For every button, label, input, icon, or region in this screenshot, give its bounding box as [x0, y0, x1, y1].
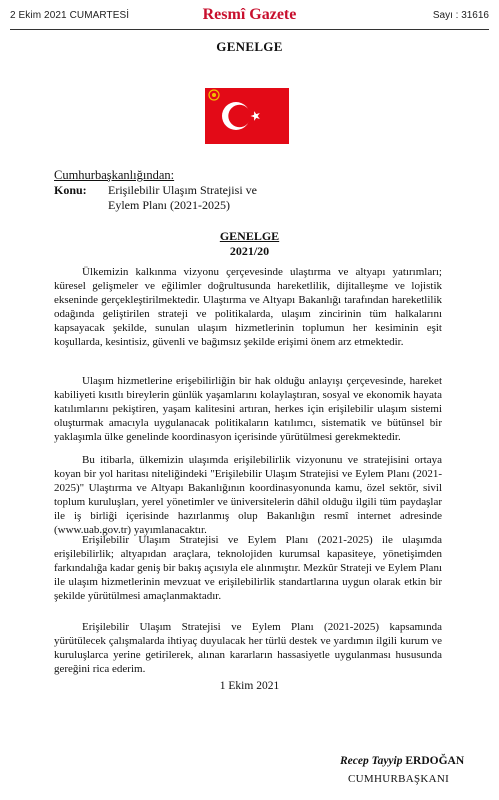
issue-date: 2 Ekim 2021 CUMARTESİ: [10, 10, 130, 21]
signatory-surname: ERDOĞAN: [405, 755, 465, 767]
gazette-header: [10, 6, 489, 28]
issue-number: Sayı : 31616: [432, 10, 489, 21]
body-paragraph-1: Ülkemizin kalkınma vizyonu çerçevesinde ulaştırma ve altyapı yatırımları; küresel gelişmeler ve eğilimler doğrultusunda hareketlilik, dijitalleşme ve lojistik ekseninde gerçekleştirilmektedir. Ulaştırma ve Altyapı Bakanlığı tarafından hareketlilik odağında geliştirilen strateji ve politikalarda, ulaşım zincirinin tüm halkalarını kapsayacak şekilde, sunulan ulaşım hizmetlerinin toplumun her kesiminin eşit koşullarda, kesintisiz, güvenli ve bağımsız şekilde erişimi önem arz etmektedir.: [54, 266, 442, 348]
signatory-name: [340, 755, 464, 767]
body-paragraph-4: Erişilebilir Ulaşım Stratejisi ve Eylem Planı (2021-2025) ile ulaşımda erişilebilirlik; altyapıdan araçlara, teknolojiden kurumsal kapasiteye, yönetişimden farkındalığa kadar geniş bir bakış açısıyla ele alınmıştır. Mezkûr Strateji ve Eylem Planı ile ulaşım hizmetlerinin mevzuat ve erişilebilirlik standartlarına uygun olarak etkin bir şekilde yürütülmesi amaçlanmaktadır.: [54, 534, 442, 602]
body-paragraph-2: Ulaşım hizmetlerine erişebilirliğin bir hak olduğu anlayışı çerçevesinde, hareket kabiliyeti kısıtlı bireylerin günlük yaşamlarını kolaylaştıran, sosyal ve ekonomik hayata katılımlarını pekiştiren, yaşam kalitesini artıran, herkes için erişilebilir ulaşım sistemi oluşturmak amacıyla uygulanacak politikaların katılımcı, sistematik ve bütünsel bir yaklaşımla ülke genelinde koordinasyon içerisinde yürütülmesi gerekmektedir.: [54, 375, 442, 443]
document-date: 1 Ekim 2021: [219, 680, 280, 692]
signatory-title: CUMHURBAŞKANI: [348, 773, 450, 785]
issuing-authority: Cumhurbaşkanlığından:: [54, 168, 175, 182]
presidential-seal-icon: [208, 88, 220, 100]
subject-line-2: Eylem Planı (2021-2025): [108, 198, 230, 212]
signatory-first-names: Recep Tayyip: [340, 755, 403, 767]
header-divider: [10, 29, 489, 30]
subject-label: Konu:: [54, 183, 87, 197]
circular-title: [0, 229, 499, 244]
circular-number: 2021/20: [229, 244, 270, 258]
body-paragraph-5: Erişilebilir Ulaşım Stratejisi ve Eylem Planı (2021-2025) kapsamında yürütülecek çalışmalarda ihtiyaç duyulacak her türlü destek ve yardımın ilgili kurum ve kuruluşlarca yerine getirilerek, alınan kararların hassasiyetle uygulanması hususunda gereğini rica ederim.: [54, 621, 442, 675]
circular-title-text: GENELGE: [219, 229, 280, 243]
subject-line-1: Erişilebilir Ulaşım Stratejisi ve: [108, 183, 257, 197]
section-heading: GENELGE: [216, 39, 283, 54]
subject-text: [108, 183, 308, 213]
gazette-title: Resmî Gazete: [202, 6, 297, 23]
body-paragraph-3: Bu itibarla, ülkemizin ulaşımda erişilebilirlik vizyonunu ve stratejisini ortaya koyan bir yol haritası niteliğindeki "Erişilebilir Ulaşım Stratejisi ve Eylem Planı (2021-2025)" Ulaştırma ve Altyapı Bakanlığının koordinasyonunda kamu, özel sektör, sivil toplum kuruluşları, yerel yönetimler ve üniversitelerin dâhil olduğu ilgili tüm paydaşlar ile iş birliği içerisinde hazırlanmış olup Bakanlığın resmî internet adresinde (www.uab.gov.tr) yayımlanacaktır.: [54, 454, 442, 536]
